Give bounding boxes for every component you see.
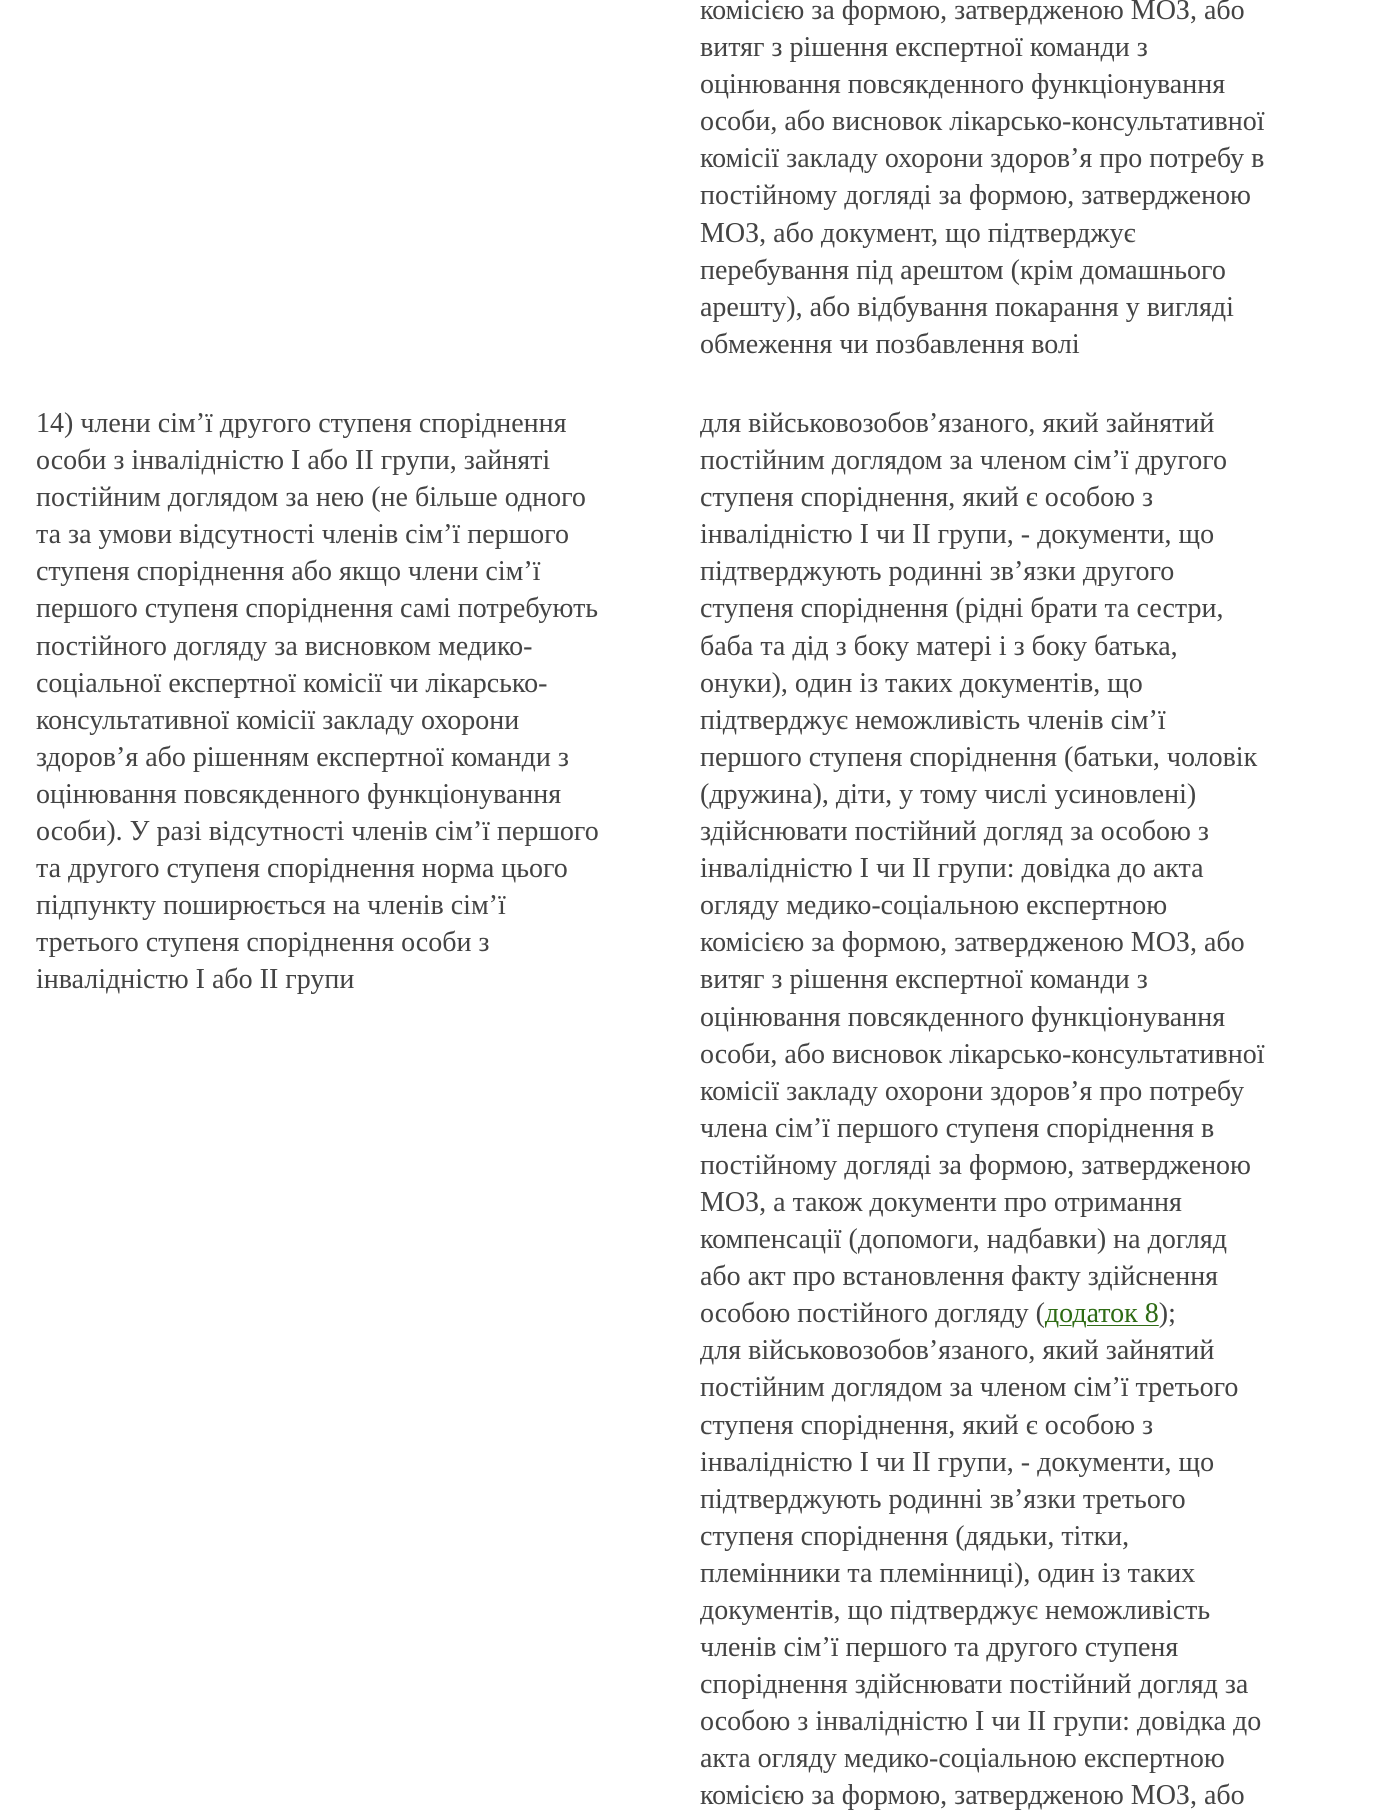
text-line: постійним доглядом за нею (не більше одного xyxy=(36,482,586,514)
text-line: здоров’я або рішенням експертної команди з xyxy=(36,741,569,773)
text-line: МОЗ, а також документи про отримання xyxy=(700,1186,1182,1218)
text-line: або акт про встановлення факту здійснення xyxy=(700,1261,1219,1293)
text-line: племінники та племінниці), один із таких xyxy=(700,1557,1196,1589)
text-line: оцінювання повсякденного функціонування xyxy=(36,778,562,810)
text-line: соціальної експертної комісії чи лікарсько- xyxy=(36,667,548,699)
annex-reference-line xyxy=(700,1295,1380,1332)
text-line: витяг з рішення експертної команди з xyxy=(700,964,1148,996)
text-line: баба та дід з боку матері і з боку батька, xyxy=(700,630,1178,662)
text-line: підтверджують родинні зв’язки третього xyxy=(700,1483,1186,1515)
annex-reference-prefix: особою постійного догляду ( xyxy=(700,1298,1045,1330)
text-line: комісії закладу охорони здоров’я про потребу xyxy=(700,1075,1245,1107)
text-line: особи з інвалідністю I або II групи, зайняті xyxy=(36,445,551,477)
text-line: інвалідністю I чи II групи, - документи, що xyxy=(700,519,1215,551)
text-line: огляду медико-соціальною експертною xyxy=(700,890,1168,922)
second-degree-documents-paragraph xyxy=(700,405,1380,1295)
text-line: першого ступеня споріднення (батьки, чоловік xyxy=(700,741,1258,773)
text-line: документів, що підтверджує неможливість xyxy=(700,1595,1211,1626)
text-line: постійному догляді за формою, затвердженою xyxy=(700,1149,1251,1181)
text-line: онуки), один із таких документів, що xyxy=(700,667,1143,699)
text-line: комісією за формою, затвердженою МОЗ, або xyxy=(700,927,1245,959)
text-line: особи, або висновок лікарсько-консультативної xyxy=(700,106,1265,138)
text-line: витяг з рішення експертної команди з xyxy=(700,32,1148,64)
text-line: інвалідністю I чи II групи: довідка до акта xyxy=(700,853,1204,885)
item-14-description-cell xyxy=(36,405,691,999)
text-line: та другого ступеня споріднення норма цього xyxy=(36,853,568,885)
item-14-documents-cell xyxy=(700,405,1380,1815)
text-line: особи, або висновок лікарсько-консультативної xyxy=(700,1038,1265,1070)
text-line: перебування під арештом (крім домашнього xyxy=(700,254,1226,286)
text-line: комісією за формою, затвердженою МОЗ, або xyxy=(700,0,1245,26)
text-line: особою з інвалідністю I чи II групи: довідка до xyxy=(700,1706,1262,1738)
text-line: інвалідністю I чи II групи, - документи, що xyxy=(700,1446,1215,1478)
text-line: ступеня споріднення, який є особою з xyxy=(700,1409,1154,1441)
text-line: МОЗ, або документ, що підтверджує xyxy=(700,217,1136,249)
text-line: третього ступеня споріднення особи з xyxy=(36,927,490,959)
text-line: арешту), або відбування покарання у вигляді xyxy=(700,291,1234,323)
text-line: (дружина), діти, у тому числі усиновлені) xyxy=(700,778,1197,810)
third-degree-documents-paragraph xyxy=(700,1332,1380,1814)
text-line: споріднення здійснювати постійний догляд за xyxy=(700,1669,1249,1701)
text-line: постійного догляду за висновком медико- xyxy=(36,630,533,662)
text-line: ступеня споріднення (дядьки, тітки, xyxy=(700,1520,1130,1552)
text-line: оцінювання повсякденного функціонування xyxy=(700,1001,1226,1033)
text-line: членів сім’ї першого та другого ступеня xyxy=(700,1632,1179,1664)
text-line: для військовозобов’язаного, який зайнятий xyxy=(700,408,1215,439)
text-line: обмеження чи позбавлення волі xyxy=(700,328,1080,360)
text-line: комісією за формою, затвердженою МОЗ, або xyxy=(700,1780,1245,1812)
text-line: члена сім’ї першого ступеня споріднення в xyxy=(700,1112,1215,1144)
text-line: компенсації (допомоги, надбавки) на догляд xyxy=(700,1224,1227,1256)
text-line: ступеня споріднення (рідні брати та сестри, xyxy=(700,593,1224,625)
text-line: підпункту поширюється на членів сім’ї xyxy=(36,890,506,922)
text-line: оцінювання повсякденного функціонування xyxy=(700,69,1226,101)
text-line: підтверджує неможливість членів сім’ї xyxy=(700,704,1166,736)
text-line: акта огляду медико-соціальною експертною xyxy=(700,1743,1225,1775)
text-line: інвалідністю I або II групи xyxy=(36,964,355,996)
text-line: 14) члени сім’ї другого ступеня споріднення xyxy=(36,408,567,439)
text-line: консультативної комісії закладу охорони xyxy=(36,704,520,736)
annex-reference-suffix: ); xyxy=(1158,1298,1176,1330)
previous-item-requirements-cell xyxy=(700,0,1380,363)
text-line: підтверджують родинні зв’язки другого xyxy=(700,556,1175,588)
text-line: комісії закладу охорони здоров’я про потребу в xyxy=(700,143,1265,175)
text-line: постійному догляді за формою, затвердженою xyxy=(700,180,1251,212)
text-line: постійним доглядом за членом сім’ї третього xyxy=(700,1372,1239,1404)
text-line: особи). У разі відсутності членів сім’ї першого xyxy=(36,816,599,848)
annex-8-link[interactable]: додаток 8 xyxy=(1044,1298,1159,1330)
text-line: для військовозобов’язаного, який зайнятий xyxy=(700,1335,1215,1367)
text-line: та за умови відсутності членів сім’ї першого xyxy=(36,519,569,551)
text-line: постійним доглядом за членом сім’ї другого xyxy=(700,445,1228,477)
text-line: ступеня споріднення, який є особою з xyxy=(700,482,1154,514)
text-line: першого ступеня споріднення самі потребують xyxy=(36,593,599,625)
text-line: здійснювати постійний догляд за особою з xyxy=(700,816,1209,848)
text-line: ступеня споріднення або якщо члени сім’ї xyxy=(36,556,541,588)
